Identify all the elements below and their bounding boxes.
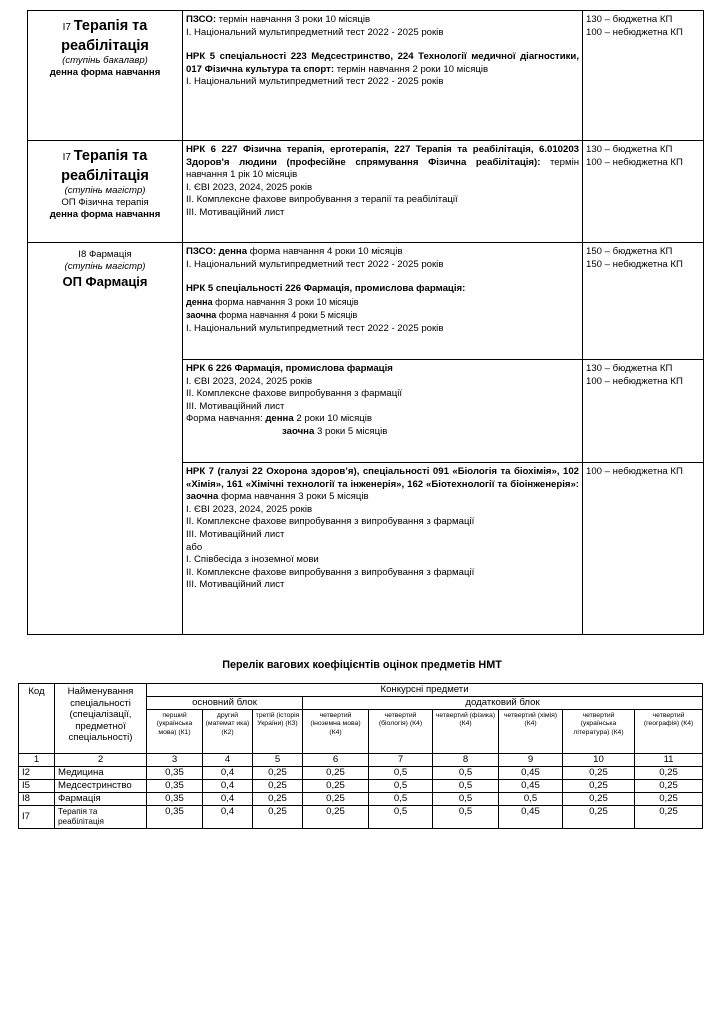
quota-line: 100 – небюджетна КП [586, 156, 683, 168]
requirement-line [186, 207, 579, 220]
quota-cell [583, 11, 704, 141]
program-row [28, 243, 704, 360]
requirement-line [186, 542, 579, 555]
text: термін навчання 3 роки 10 місяців [216, 14, 371, 25]
header-subjects: Конкурсні предмети [147, 684, 703, 697]
column-number: 1 [19, 754, 55, 767]
requirement-line [186, 466, 579, 504]
text: Форма навчання: [186, 413, 266, 425]
weight-value: 0,25 [563, 792, 635, 805]
weights-row [19, 766, 703, 779]
specialty-cell [28, 243, 183, 635]
study-form: денна форма навчання [49, 209, 161, 220]
column-number: 5 [253, 754, 303, 767]
specialty-cell [28, 141, 183, 243]
requirement-line [186, 246, 579, 259]
subject-header: другий (математ ика) (К2) [203, 710, 253, 754]
text: ІІ. Комплексне фахове випробування з випробування з фармації [186, 516, 475, 528]
text: І. Національний мультипредметний тест 2022 - 2025 років [186, 76, 444, 88]
requirement-line [186, 579, 579, 592]
requirement-line [186, 516, 579, 529]
specialty-name: Фармація [55, 792, 147, 805]
requirement-line [186, 426, 579, 439]
weight-value: 0,35 [147, 779, 203, 792]
column-number: 11 [635, 754, 703, 767]
bold-text: заочна [186, 310, 217, 321]
weight-value: 0,5 [369, 766, 433, 779]
text: І. ЄВІ 2023, 2024, 2025 років [186, 375, 313, 387]
specialty-code: I7 [62, 152, 74, 163]
spacer [186, 39, 579, 51]
weight-value: 0,25 [635, 792, 703, 805]
weight-value: 0,5 [369, 805, 433, 828]
program-prefix: ОП [62, 274, 86, 289]
quota-line: 100 – небюджетна КП [586, 375, 683, 387]
weights-table [18, 683, 703, 829]
quota-cell [583, 243, 704, 360]
subject-header: перший (українська мова) (К1) [147, 710, 203, 754]
quota-line: 150 – небюджетна КП [586, 258, 683, 270]
bold-text: НРК 6 226 Фармація, промислова фармація [186, 363, 393, 374]
header-code: Код [19, 684, 55, 754]
column-number: 10 [563, 754, 635, 767]
subject-header: четвертий (хімія) (К4) [499, 710, 563, 754]
requirement-line [186, 363, 579, 376]
bold-text: денна [216, 246, 248, 257]
column-number: 4 [203, 754, 253, 767]
requirements-cell [183, 11, 583, 141]
quota-line: 100 – небюджетна КП [586, 466, 683, 477]
bold-text: НРК 5 спеціальності 223 Медсестринство, 224 Технології медичної діагностики, 017 Фізична культура та спорт: [186, 51, 579, 75]
specialty-name: Медсестринство [55, 779, 147, 792]
specialty-code: I2 [19, 766, 55, 779]
weight-value: 0,5 [369, 779, 433, 792]
column-number: 9 [499, 754, 563, 767]
text: І. Національний мультипредметний тест 2022 - 2025 років [186, 26, 444, 38]
requirement-line [186, 51, 579, 76]
text: 3 роки 5 місяців [314, 425, 388, 437]
requirements-cell [183, 243, 583, 360]
bold-text: ПЗСО: [186, 246, 217, 257]
requirement-line [186, 388, 579, 401]
quota-cell [583, 360, 704, 463]
weight-value: 0,25 [635, 779, 703, 792]
requirements-cell [183, 141, 583, 243]
text: термін навчання 2 роки 10 місяців [334, 63, 489, 75]
requirements-cell [183, 463, 583, 635]
weight-value: 0,25 [303, 766, 369, 779]
specialty-name: Фармація [88, 249, 132, 260]
weight-value: 0,25 [563, 779, 635, 792]
weight-value: 0,5 [499, 792, 563, 805]
weight-value: 0,35 [147, 805, 203, 828]
specialty-level: (ступінь бакалавр) [62, 55, 148, 66]
weight-value: 0,4 [203, 805, 253, 828]
text: форма навчання 3 роки 5 місяців [218, 491, 369, 503]
weight-value: 0,35 [147, 766, 203, 779]
weight-value: 0,5 [433, 779, 499, 792]
quota-cell [583, 463, 704, 635]
text: 2 роки 10 місяців [293, 413, 373, 425]
text: ІІІ. Мотиваційний лист [186, 400, 285, 412]
program-name: ОП Фізична терапія [61, 197, 149, 208]
specialty-code: I5 [19, 779, 55, 792]
text: І. Національний мультипредметний тест 2022 - 2025 років [186, 258, 444, 270]
subject-header: четвертий (іноземна мова) (К4) [303, 710, 369, 754]
requirement-line [186, 283, 579, 296]
weight-value: 0,25 [303, 805, 369, 828]
quota-line: 130 – бюджетна КП [586, 144, 673, 155]
program-row [28, 141, 704, 243]
subject-header: третій (історія України) (К3) [253, 710, 303, 754]
weight-value: 0,45 [499, 779, 563, 792]
requirement-line [186, 27, 579, 40]
requirement-line [186, 567, 579, 580]
weight-value: 0,45 [499, 766, 563, 779]
weight-value: 0,25 [635, 766, 703, 779]
weight-value: 0,4 [203, 766, 253, 779]
subject-header: четвертий (фізика) (К4) [433, 710, 499, 754]
requirements-cell [183, 360, 583, 463]
weight-value: 0,25 [303, 792, 369, 805]
specialty-title [31, 249, 179, 261]
requirement-line [186, 309, 579, 323]
specialty-cell [28, 11, 183, 141]
column-number: 6 [303, 754, 369, 767]
weight-value: 0,5 [433, 766, 499, 779]
specialty-title [31, 147, 179, 185]
requirement-line [186, 296, 579, 310]
weight-value: 0,25 [563, 805, 635, 828]
program-name [31, 273, 179, 290]
text: І. Співбесіда з іноземної мови [186, 554, 319, 566]
quota-line: 150 – бюджетна КП [586, 246, 673, 257]
weight-value: 0,4 [203, 792, 253, 805]
subject-header: четвертий (біологія) (К4) [369, 710, 433, 754]
weights-table-body [19, 754, 703, 829]
specialty-name: Терапія та реабілітація [55, 805, 147, 828]
weights-title: Перелік вагових коефіцієнтів оцінок предметів НМТ [222, 659, 502, 671]
weight-value: 0,4 [203, 779, 253, 792]
bold-text: заочна [282, 425, 315, 437]
specialty-code: I8 [19, 792, 55, 805]
weights-row [19, 792, 703, 805]
text: ІІІ. Мотиваційний лист [186, 206, 285, 218]
weights-row [19, 805, 703, 828]
specialty-code: I7 [19, 805, 55, 828]
weight-value: 0,25 [303, 779, 369, 792]
requirement-line [186, 554, 579, 567]
weight-value: 0,25 [253, 792, 303, 805]
weight-value: 0,5 [433, 792, 499, 805]
requirement-line [186, 144, 579, 182]
bold-text: денна [265, 413, 294, 425]
specialty-name: Медицина [55, 766, 147, 779]
weight-value: 0,25 [253, 766, 303, 779]
header-main-block: основний блок [147, 697, 303, 710]
requirement-line [186, 259, 579, 272]
requirement-line [186, 323, 579, 336]
requirement-line [186, 76, 579, 89]
requirement-line [186, 14, 579, 27]
study-form: денна форма навчання [49, 67, 161, 78]
quota-cell [583, 141, 704, 243]
specialty-title [31, 17, 179, 55]
quota-line: 100 – небюджетна КП [586, 26, 683, 38]
text: І. ЄВІ 2023, 2024, 2025 років [186, 181, 313, 193]
specialty-level: (ступінь магістр) [64, 261, 146, 272]
column-number: 7 [369, 754, 433, 767]
column-number: 3 [147, 754, 203, 767]
specialty-code: I7 [62, 22, 74, 33]
weight-value: 0,35 [147, 792, 203, 805]
requirement-line [186, 376, 579, 389]
text: ІІ. Комплексне фахове випробування з терапії та реабілітації [186, 194, 458, 206]
admissions-table-body [28, 11, 704, 635]
admissions-table [27, 10, 704, 635]
weight-value: 0,25 [563, 766, 635, 779]
text: ІІІ. Мотиваційний лист [186, 528, 285, 540]
text: термін навчання 1 рік 10 місяців [186, 156, 579, 181]
specialty-level: (ступінь магістр) [64, 185, 146, 196]
bold-text: ПЗСО: [186, 14, 217, 25]
text: форма навчання 4 роки 5 місяців [216, 310, 358, 321]
requirement-line [186, 401, 579, 414]
column-number: 2 [55, 754, 147, 767]
bold-text: НРК 7 (галузі 22 Охорона здоров’я), спеціальності 091 «Біологія та біохімія», 102 «Хімія», 161 «Хімічні технології та інженерія», 162 «Біотехнології та біоінженерія»: заочна [186, 466, 579, 503]
specialty-code: I8 [78, 249, 89, 260]
bold-text: НРК 6 227 Фізична терапія, ерготерапія, 227 Терапія та реабілітація, 6.010203 Здоров'я людини (професійне спрямування Фізична реабілітація): [186, 144, 579, 168]
spacer [186, 271, 579, 283]
text: форма навчання 4 роки 10 місяців [247, 246, 403, 257]
text: ІІІ. Мотиваційний лист [186, 579, 285, 591]
quota-line: 130 – бюджетна КП [586, 14, 673, 25]
header-extra-block: додатковий блок [303, 697, 703, 710]
requirement-line [186, 182, 579, 195]
weight-value: 0,25 [253, 805, 303, 828]
weight-value: 0,5 [433, 805, 499, 828]
bold-text: НРК 5 спеціальності 226 Фармація, промислова фармація: [186, 283, 466, 295]
bold-text: денна [186, 296, 213, 307]
program-row [28, 11, 704, 141]
specialty-name: Терапія та реабілітація [61, 18, 149, 54]
requirement-line [186, 529, 579, 542]
header-name: Найменування спеціальності (спеціалізації, предметної спеціальності) [55, 684, 147, 754]
text: форма навчання 3 роки 10 місяців [212, 296, 359, 307]
weights-header-row-1 [19, 684, 703, 697]
weights-row [19, 779, 703, 792]
text: І. ЄВІ 2023, 2024, 2025 років [186, 503, 313, 515]
weight-value: 0,25 [635, 805, 703, 828]
text: ІІ. Комплексне фахове випробування з фармації [186, 388, 402, 400]
column-number: 8 [433, 754, 499, 767]
text: ІІ. Комплексне фахове випробування з випробування з фармації [186, 566, 475, 578]
subject-header: четвертий (географія) (К4) [635, 710, 703, 754]
subject-header: четвертий (українська література) (К4) [563, 710, 635, 754]
requirement-line [186, 413, 579, 426]
program-title: Фармація [85, 274, 148, 289]
weight-value: 0,45 [499, 805, 563, 828]
column-number-row [19, 754, 703, 767]
text: або [186, 541, 203, 553]
requirement-line [186, 504, 579, 517]
weight-value: 0,5 [369, 792, 433, 805]
requirement-line [186, 194, 579, 207]
weight-value: 0,25 [253, 779, 303, 792]
specialty-name: Терапія та реабілітація [61, 148, 149, 184]
quota-line: 130 – бюджетна КП [586, 363, 673, 374]
text: І. Національний мультипредметний тест 2022 - 2025 років [186, 322, 444, 334]
